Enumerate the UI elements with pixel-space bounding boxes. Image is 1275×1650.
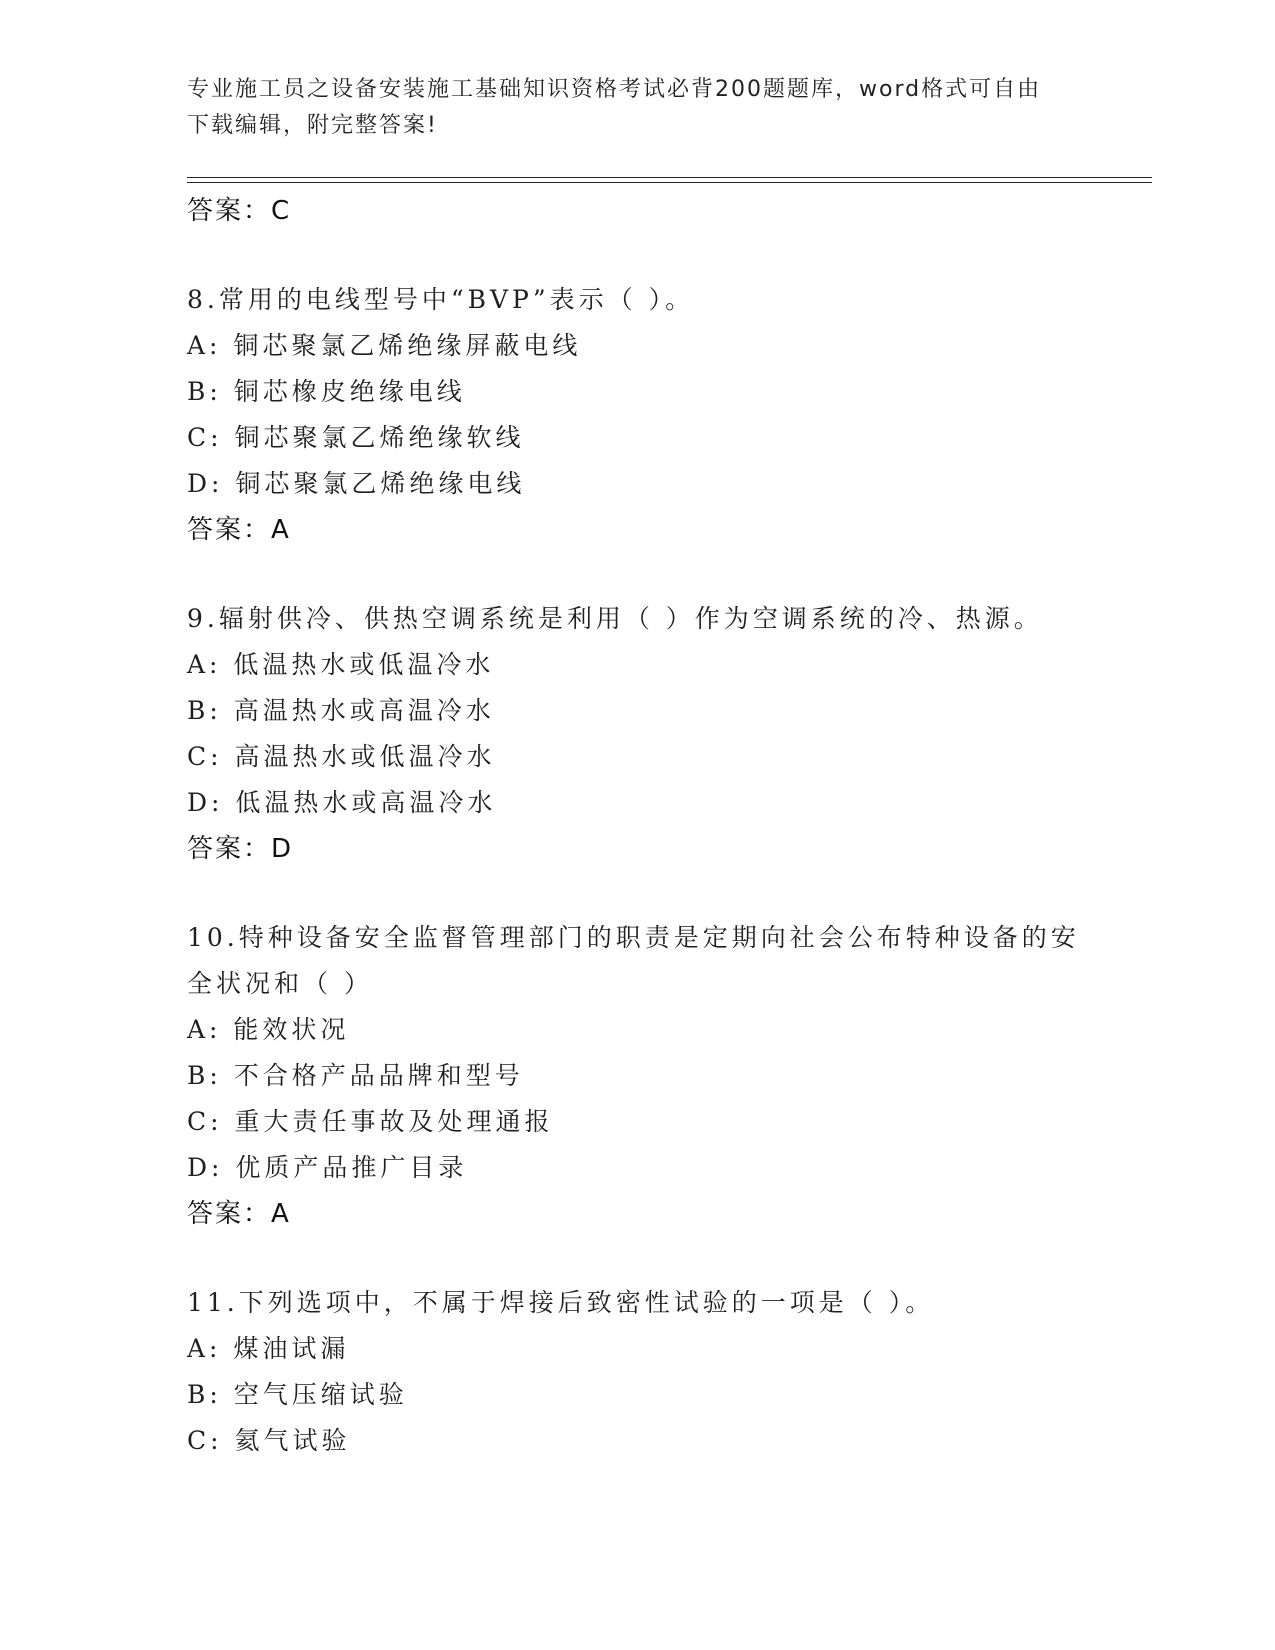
header-rule-top: [187, 177, 1152, 178]
header-line-2: 下载编辑，附完整答案!: [187, 113, 438, 138]
answer-option: A: 低温热水或低温冷水: [187, 650, 495, 679]
previous-answer: 答案：C: [187, 196, 292, 226]
question-text: 11.下列选项中，不属于焊接后致密性试验的一项是（ ）。: [187, 1288, 935, 1317]
question-spacer: [187, 234, 1152, 277]
answer-option: B: 高温热水或高温冷水: [187, 696, 495, 725]
document-header: [187, 72, 1087, 144]
answer-option: A: 能效状况: [187, 1015, 350, 1044]
question-spacer: [187, 1237, 1152, 1280]
answer-option: B: 空气压缩试验: [187, 1380, 408, 1409]
answer-option: C: 氦气试验: [187, 1426, 351, 1455]
header-rule-bottom: [187, 182, 1152, 183]
answer-option: D: 优质产品推广目录: [187, 1153, 468, 1182]
question-block: [187, 915, 1152, 1237]
answer-option: A: 铜芯聚氯乙烯绝缘屏蔽电线: [187, 331, 582, 360]
question-block: [187, 277, 1152, 553]
question-text: 9.辐射供冷、供热空调系统是利用（ ）作为空调系统的冷、热源。: [187, 604, 1043, 633]
answer-option: B: 铜芯橡皮绝缘电线: [187, 377, 466, 406]
answer-key: 答案：A: [187, 515, 291, 545]
answer-option: A: 煤油试漏: [187, 1334, 350, 1363]
question-list: [187, 188, 1152, 1464]
question-block: [187, 1280, 1152, 1464]
answer-key: 答案：D: [187, 834, 294, 864]
question-text: 8.常用的电线型号中“BVP”表示（ ）。: [187, 285, 695, 314]
answer-option: C: 铜芯聚氯乙烯绝缘软线: [187, 423, 525, 452]
answer-option: B: 不合格产品品牌和型号: [187, 1061, 524, 1090]
answer-option: D: 铜芯聚氯乙烯绝缘电线: [187, 469, 526, 498]
answer-option: D: 低温热水或高温冷水: [187, 788, 497, 817]
answer-option: C: 重大责任事故及处理通报: [187, 1107, 554, 1136]
question-text: 10.特种设备安全监督管理部门的职责是定期向社会公布特种设备的安: [187, 923, 1080, 952]
question-block: [187, 596, 1152, 872]
question-text: 全状况和（ ）: [187, 969, 373, 998]
answer-option: C: 高温热水或低温冷水: [187, 742, 496, 771]
header-line-1: 专业施工员之设备安装施工基础知识资格考试必背200题题库，word格式可自由: [187, 77, 1042, 102]
question-spacer: [187, 553, 1152, 596]
question-spacer: [187, 872, 1152, 915]
answer-key: 答案：A: [187, 1199, 291, 1229]
